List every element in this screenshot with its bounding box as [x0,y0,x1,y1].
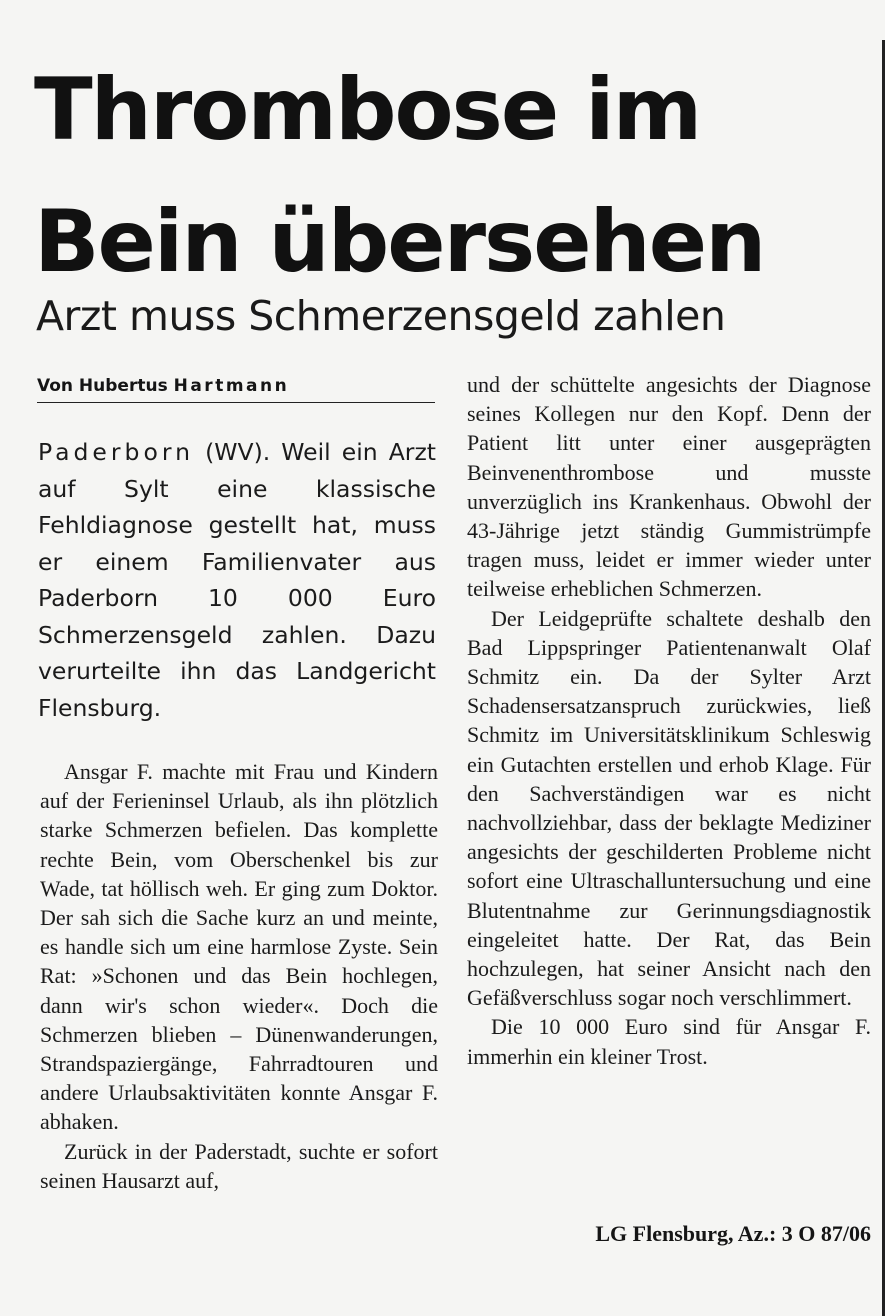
body-paragraph: Zurück in der Paderstadt, suchte er sofort seinen Hausarzt auf, [40,1138,438,1193]
headline: Thrombose im Bein übersehen [34,60,765,292]
dateline: Paderborn [38,438,194,466]
byline-author: Hartmann [173,376,290,396]
body-column-right [467,370,871,1071]
body-paragraph: Der Leidgeprüfte schaltete deshalb den Bad Lippspringer Patientenanwalt Olaf Schmitz ein. Da der Sylter Arzt Schadensersatzanspruch zurückwies, ließ Schmitz im Universitätsklinikum Schleswig ein Gutachten erstellen und erhob Klage. Für den Sachverständigen war es nicht nachvollziehbar, dass der beklagte Mediziner angesichts der geschilderten Probleme nicht sofort eine Ultraschalluntersuchung und eine Blutentnahme zur Gerinnungsdiagnostik eingeleitet hatte. Der Rat, das Bein hochzulegen, hat seiner Ansicht nach den Gefäßverschluss sogar noch verschlimmert. [467,605,871,1011]
body-paragraph: Die 10 000 Euro sind für Ansgar F. immerhin ein kleiner Trost. [467,1014,871,1069]
lead-text: (WV). Weil ein Arzt auf Sylt eine klassische Fehldiagnose gestellt hat, muss er einem Familienvater aus Paderborn 10 000 Euro Schmerzensgeld zahlen. Dazu verurteilte ihn das Landgericht Flensburg. [38,438,436,722]
byline-prefix: Von Hubertus [37,376,174,396]
body-column-left [40,757,438,1195]
court-reference: LG Flensburg, Az.: 3 O 87/06 [595,1221,871,1246]
body-paragraph: und der schüttelte angesichts der Diagnose seines Kollegen nur den Kopf. Denn der Patient litt unter einer ausgeprägten Beinvenenthrombose und musste unverzüglich ins Krankenhaus. Obwohl der 43-Jährige jetzt ständig Gummistrümpfe tragen muss, leidet er immer wieder unter teilweise erheblichen Schmerzen. [467,372,871,602]
subheadline: Arzt muss Schmerzensgeld zahlen [36,292,726,340]
body-paragraph: Ansgar F. machte mit Frau und Kindern auf der Ferieninsel Urlaub, als ihn plötzlich starke Schmerzen befielen. Das komplette rechte Bein, vom Oberschenkel bis zur Wade, tat höllisch weh. Er ging zum Doktor. Der sah sich die Sache kurz an und meinte, es handle sich um eine harmlose Zyste. Sein Rat: »Schonen und das Bein hochlegen, dann wir's schon wieder«. Doch die Schmerzen blieben – Dünenwanderungen, Strandspaziergänge, Fahrradtouren und andere Urlaubsaktivitäten konnte Ansgar F. abhaken. [40,759,438,1135]
lead-paragraph [38,434,436,726]
byline [37,374,435,403]
